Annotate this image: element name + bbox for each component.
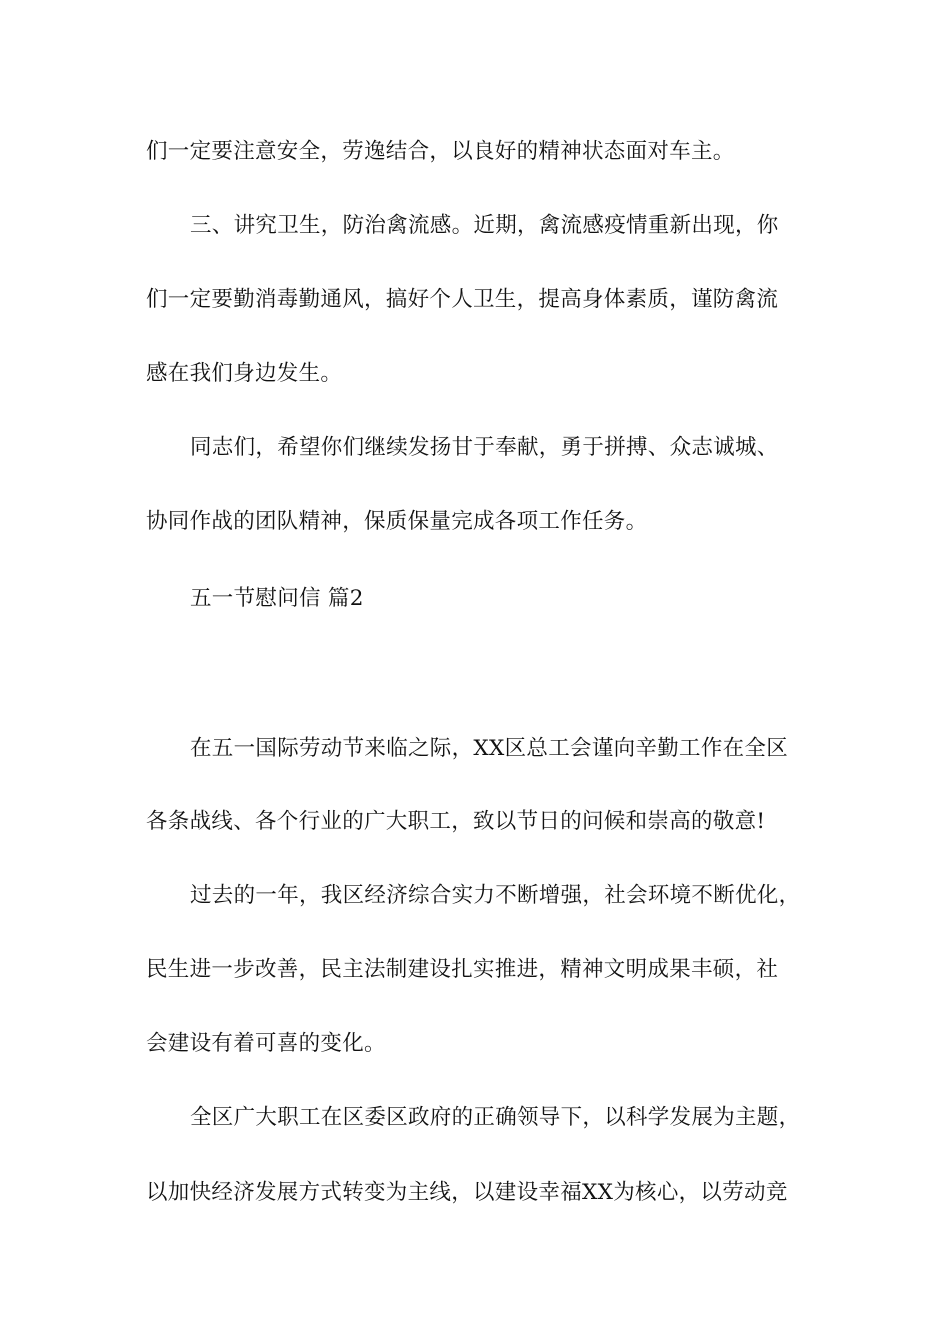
text-line-4: 感在我们身边发生。 [146,361,343,386]
text-line-13: 以加快经济发展方式转变为主线，以建设幸福XX为核心，以劳动竞 [146,1180,788,1205]
text-line-1: 们一定要注意安全，劳逸结合，以良好的精神状态面对车主。 [146,139,735,164]
text-line-11: 会建设有着可喜的变化。 [146,1031,386,1056]
text-line-3: 们一定要勤消毒勤通风，搞好个人卫生，提高身体素质，谨防禽流 [146,287,779,312]
text-line-8: 各条战线、各个行业的广大职工，致以节日的问候和崇高的敬意! [146,809,766,834]
text-line-9: 过去的一年，我区经济综合实力不断增强，社会环境不断优化， [190,883,801,908]
text-line-10: 民生进一步改善，民主法制建设扎实推进，精神文明成果丰硕，社 [146,957,779,982]
text-line-7: 在五一国际劳动节来临之际，XX区总工会谨向辛勤工作在全区 [190,736,789,761]
text-line-2: 三、讲究卫生，防治禽流感。近期，禽流感疫情重新出现，你 [190,213,779,238]
section-heading: 五一节慰问信 篇2 [190,586,364,611]
text-line-6: 协同作战的团队精神，保质保量完成各项工作任务。 [146,509,648,534]
text-line-12: 全区广大职工在区委区政府的正确领导下，以科学发展为主题， [190,1105,801,1130]
text-line-5: 同志们，希望你们继续发扬甘于奉献，勇于拼搏、众志诚城、 [190,435,779,460]
